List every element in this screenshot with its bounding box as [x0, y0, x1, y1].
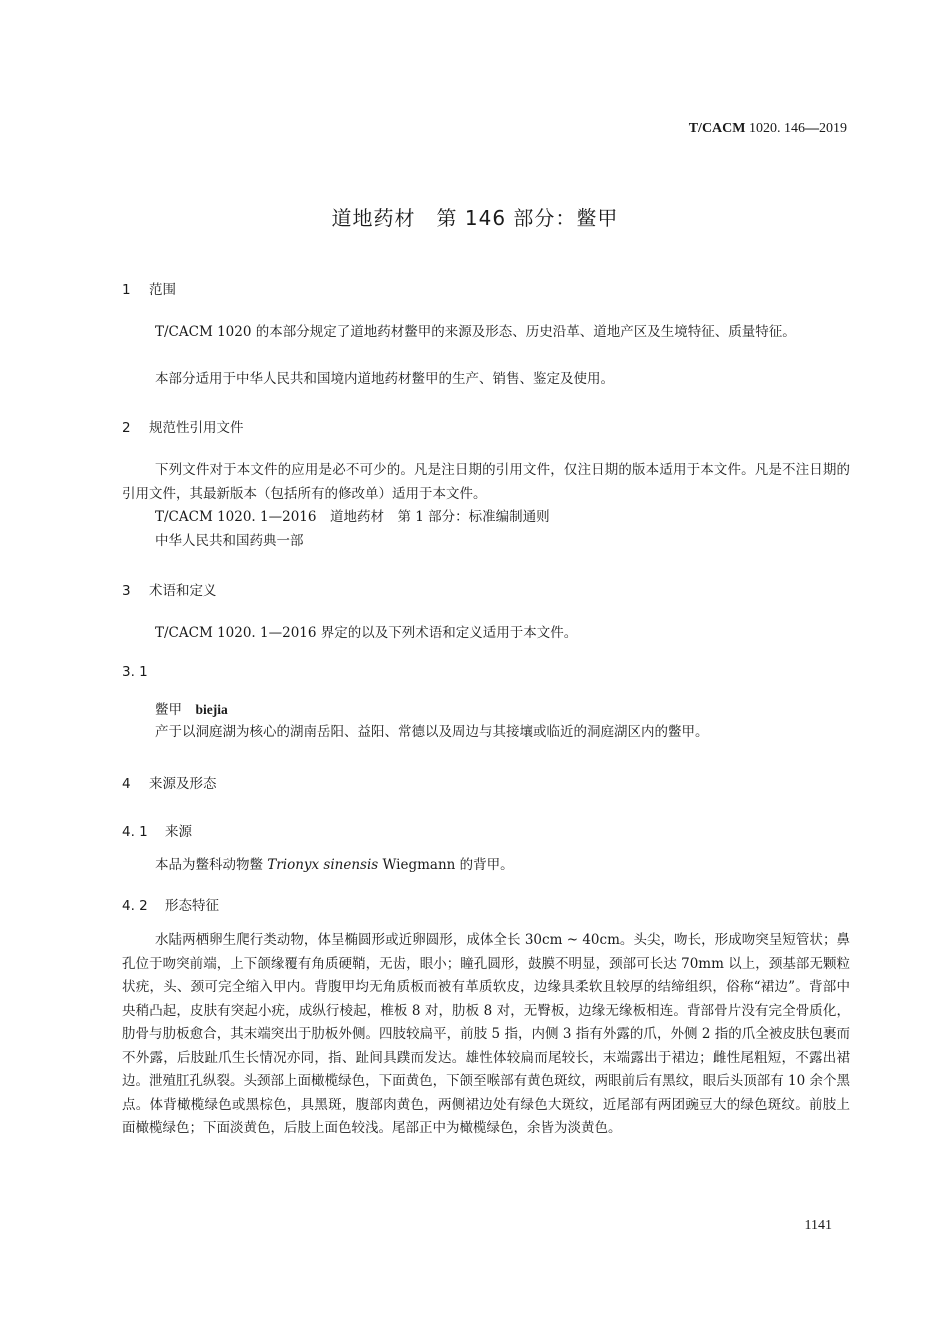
term-chinese: 鳖甲	[155, 702, 182, 718]
subsection-number: 4. 2	[122, 898, 148, 914]
subsection-3-1-number: 3. 1	[122, 664, 148, 680]
section-1-paragraph-1: T/CACM 1020 的本部分规定了道地药材鳖甲的来源及形态、历史沿革、道地产区及生境特征、质量特征。	[155, 324, 796, 340]
section-number: 3	[122, 583, 131, 599]
section-4-2-paragraph: 水陆两栖卵生爬行类动物，体呈椭圆形或近卵圆形，成体全长 30cm ~ 40cm。头尖，吻长，形成吻突呈短管状；鼻孔位于吻突前端，上下颌缘覆有角质硬鞘，无齿，眼小；瞳孔圆形，鼓膜不明显，颈部可长达 70mm 以上，颈基部无颗粒状疣，头、颈可完全缩入甲内。背腹甲均无角质板而被有革质软皮，边缘具柔软且较厚的结缔组织，俗称“裙边”。背部中央稍凸起，皮肤有突起小疣，成纵行棱起，椎板 8 对，肋板 8 对，无臀板，边缘无缘板相连。背部骨片没有完全骨质化，肋骨与肋板愈合，其末端突出于肋板外侧。四肢较扁平，前肢 5 指，内侧 3 指有外露的爪，外侧 2 指的爪全被皮肤包裹而不外露，后肢趾爪生长情况亦同，指、趾间具蹼而发达。雄性体较扁而尾较长，末端露出于裙边；雌性尾粗短，不露出裙边。泄殖肛孔纵裂。头颈部上面橄榄绿色，下面黄色，下颌至喉部有黄色斑纹，两眼前后有黑纹，眼后头顶部有 10 余个黑点。体背橄榄绿色或黑棕色，具黑斑，腹部肉黄色，两侧裙边处有绿色大斑纹，近尾部有两团豌豆大的绿色斑纹。前肢上面橄榄绿色；下面淡黄色，后肢上面色较浅。尾部正中为橄榄绿色，余皆为淡黄色。	[122, 932, 850, 1136]
section-title: 范围	[149, 282, 176, 298]
section-2-heading	[122, 416, 244, 436]
section-title: 术语和定义	[149, 583, 217, 599]
reference-item-1: T/CACM 1020. 1—2016 道地药材 第 1 部分：标准编制通则	[155, 509, 550, 525]
term-pinyin: biejia	[195, 702, 228, 717]
standard-number: 1020. 146	[745, 121, 805, 136]
subsection-number: 4. 1	[122, 824, 148, 840]
subsection-title: 形态特征	[165, 898, 219, 914]
section-4-1-paragraph	[122, 854, 850, 878]
section-3-paragraph-1: T/CACM 1020. 1—2016 界定的以及下列术语和定义适用于本文件。	[155, 625, 578, 641]
section-number: 4	[122, 776, 131, 792]
section-number: 2	[122, 420, 131, 436]
subsection-4-2-heading	[122, 894, 219, 914]
section-number: 1	[122, 282, 131, 298]
standard-code	[689, 121, 847, 137]
section-1-paragraph-2: 本部分适用于中华人民共和国境内道地药材鳖甲的生产、销售、鉴定及使用。	[155, 371, 614, 387]
section-1-heading	[122, 278, 176, 298]
subsection-4-1-heading	[122, 820, 192, 840]
standard-year: 2019	[819, 121, 847, 136]
document-title: 道地药材 第 146 部分：鳖甲	[331, 206, 619, 230]
term-definition: 产于以洞庭湖为核心的湖南岳阳、益阳、常德以及周边与其接壤或临近的洞庭湖区内的鳖甲。	[155, 724, 709, 740]
section-4-heading	[122, 772, 217, 792]
latin-species-name: Trionyx sinensis	[267, 857, 379, 873]
source-text-before: 本品为鳖科动物鳖	[155, 857, 268, 873]
page-number: 1141	[804, 1218, 832, 1233]
source-text-after: Wiegmann 的背甲。	[378, 857, 514, 873]
section-title: 来源及形态	[149, 776, 217, 792]
section-title: 规范性引用文件	[149, 420, 244, 436]
subsection-title: 来源	[165, 824, 192, 840]
section-3-heading	[122, 579, 217, 599]
standard-prefix: T/CACM	[688, 121, 746, 136]
term-entry	[155, 698, 228, 718]
reference-item-2: 中华人民共和国药典一部	[155, 533, 304, 549]
standard-dash: —	[805, 121, 819, 136]
section-2-paragraph-1: 下列文件对于本文件的应用是必不可少的。凡是注日期的引用文件，仅注日期的版本适用于本文件。凡是不注日期的引用文件，其最新版本（包括所有的修改单）适用于本文件。	[122, 462, 850, 502]
